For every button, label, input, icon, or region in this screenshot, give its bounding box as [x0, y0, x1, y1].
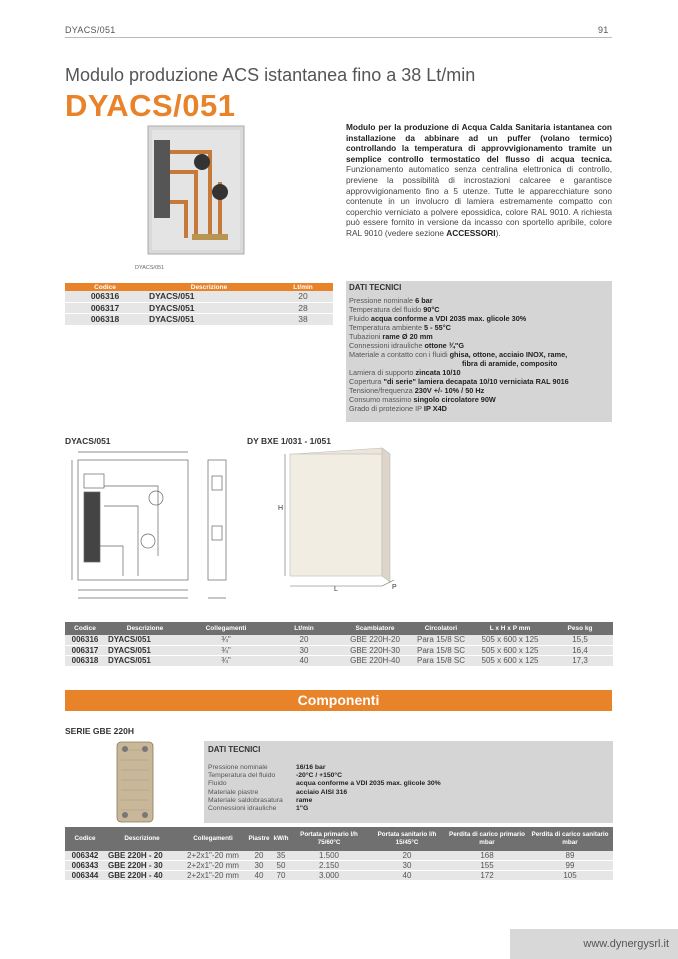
col-header: Collegamenti [179, 827, 247, 851]
tech-value: ghisa, ottone, acciaio INOX, rame, [449, 350, 568, 359]
cell: 2+2x1"-20 mm [179, 861, 247, 871]
tech-line [349, 386, 569, 395]
col-header: Lt/min [267, 622, 341, 635]
tech-label: Temperatura del fluido [208, 772, 276, 780]
tech-line [349, 395, 569, 404]
cell: 006316 [65, 635, 105, 645]
cell: 50 [271, 861, 291, 871]
cell: DYACS/051 [105, 635, 185, 645]
technical-data-panel [346, 281, 612, 422]
cell: 28 [273, 302, 333, 314]
col-header: Piastre [247, 827, 271, 851]
col-header: Portata primario l/h 75/60°C [291, 827, 367, 851]
table-header-row [65, 827, 613, 851]
tech-value: ottone ¾"G [424, 341, 464, 350]
tech-line [349, 323, 569, 332]
cell: Para 15/8 SC [409, 656, 473, 667]
tech-value: zincata 10/10 [415, 368, 461, 377]
cell: 40 [367, 871, 447, 881]
cell: 006318 [65, 314, 145, 326]
tech-label: Materiale saldobrasatura [208, 796, 283, 804]
technical-data-panel-2 [204, 741, 613, 823]
cell: 15,5 [547, 635, 613, 645]
tech-value: acqua conforme a VDI 2035 max. glicole 30% [296, 780, 441, 788]
tech-line [208, 772, 441, 780]
page-subtitle: Modulo produzione ACS istantanea fino a 38 Lt/min [65, 65, 476, 85]
table-header-row [65, 622, 613, 635]
tech-value: 90°C [423, 305, 440, 314]
tech-title: DATI TECNICI [349, 283, 402, 292]
tech-line [349, 350, 569, 359]
cell: GBE 220H-40 [341, 656, 409, 667]
running-header-title: DYACS/051 [65, 25, 116, 35]
cell: 99 [527, 861, 613, 871]
tech-label: Fluido [349, 314, 371, 323]
tech-label: Consumo massimo [349, 395, 414, 404]
cell: 168 [447, 851, 527, 861]
cell: GBE 220H-20 [341, 635, 409, 645]
photo-caption: DYACS/051 [135, 265, 165, 271]
cell: 3.000 [291, 871, 367, 881]
tech-value: singolo circolatore 90W [413, 395, 496, 404]
tech-line [208, 805, 441, 813]
drawing-label-right: DY BXE 1/031 - 1/051 [247, 436, 331, 446]
table-row [65, 645, 613, 656]
cell: 2+2x1"-20 mm [179, 871, 247, 881]
tech-line [349, 314, 569, 323]
series-title: SERIE GBE 220H [65, 726, 134, 736]
cell: 70 [271, 871, 291, 881]
cell: 006318 [65, 656, 105, 667]
components-table [65, 827, 613, 881]
tech-label: Fluido [208, 780, 227, 788]
drawing-label-left: DYACS/051 [65, 436, 111, 446]
tech-title: DATI TECNICI [208, 745, 261, 754]
cell: 20 [247, 851, 271, 861]
table-row [65, 861, 613, 871]
tech-label: Lamiera di supporto [349, 368, 416, 377]
cell: 40 [267, 656, 341, 667]
tech-value: "di serie" lamiera decapata 10/10 verniciata RAL 9016 [383, 377, 569, 386]
tech-value: IP X4D [423, 404, 447, 413]
website-link[interactable]: www.dynergysrl.it [510, 929, 678, 959]
intro-rest: Funzionamento automatico senza centralina elettronica di controllo, previene la possibilità di incrostazioni calcaree e garantisce approvvigionamento fino a 5 utenze. Tutte le apparecchiature sono contenute in un involucro di lamiera estremamente compatto con coperchio verniciato a polvere epossidica, colore RAL 9010. A richiesta può essere fornito in versione da incasso con sportello apribile, colore RAL 9010 (vedere sezione [346, 164, 612, 238]
cell: DYACS/051 [145, 302, 273, 314]
tech-line [208, 764, 441, 772]
tech-value: acqua conforme a VDI 2035 max. glicole 30% [370, 314, 527, 323]
tech-line [349, 296, 569, 305]
tech-label: Copertura [349, 377, 384, 386]
tech-label: Temperatura del fluido [349, 305, 424, 314]
cell: 20 [273, 291, 333, 302]
cell: 89 [527, 851, 613, 861]
cell: DYACS/051 [105, 656, 185, 667]
tech-line [208, 780, 441, 788]
cell: Para 15/8 SC [409, 635, 473, 645]
col-header: Perdita di carico primario mbar [447, 827, 527, 851]
tech-value: -20°C / +150°C [296, 772, 343, 780]
cell: 006316 [65, 291, 145, 302]
tech-line [208, 797, 441, 805]
table-row [65, 656, 613, 667]
col-descrizione: Descrizione [145, 283, 273, 291]
product-photo [140, 122, 246, 262]
dim-l-label: L [334, 586, 338, 593]
tech-label: Grado di protezione IP [349, 404, 424, 413]
cell: GBE 220H - 20 [105, 851, 179, 861]
col-header: Peso kg [547, 622, 613, 635]
tech-value: 230V +/- 10% / 50 Hz [414, 386, 485, 395]
header-divider [65, 37, 612, 38]
intro-end: ). [495, 227, 501, 238]
table-row [65, 314, 333, 326]
cell: 006342 [65, 851, 105, 861]
cell: 2+2x1"-20 mm [179, 851, 247, 861]
col-header: Circolatori [409, 622, 473, 635]
cell: 006344 [65, 871, 105, 881]
col-codice: Codice [65, 283, 145, 291]
cell: 2.150 [291, 861, 367, 871]
models-table [65, 622, 613, 667]
table-row [65, 302, 333, 314]
tech-label: Tubazioni [349, 332, 383, 341]
intro-bold: Modulo per la produzione di Acqua Calda Sanitaria istantanea con installazione da abbinare ad un puffer (volano termico) controllando la temperatura di approvvigionamento tramite un semplice controllo termostatico del flusso di acqua tecnica. [346, 122, 612, 164]
enclosure-drawing [272, 446, 402, 596]
codes-table [65, 283, 333, 326]
tech-label: Materiale a contatto con i fluidi [349, 350, 450, 359]
col-header: Portata sanitario l/h 15/45°C [367, 827, 447, 851]
tech-label: Connessioni idrauliche [349, 341, 425, 350]
cell: 505 x 600 x 125 [473, 656, 547, 667]
col-header: Scambiatore [341, 622, 409, 635]
tech-value: acciaio AISI 316 [296, 788, 348, 796]
col-header: L x H x P mm [473, 622, 547, 635]
col-ltmin: Lt/min [273, 283, 333, 291]
col-header: Codice [65, 622, 105, 635]
cell: 1.500 [291, 851, 367, 861]
technical-drawing [68, 446, 238, 606]
cell: 16,4 [547, 645, 613, 656]
tech-value: 6 bar [415, 296, 433, 305]
cell: GBE 220H - 40 [105, 871, 179, 881]
cell: ¾" [185, 635, 267, 645]
tech-label: Materiale piastre [208, 788, 259, 796]
cell: 30 [247, 861, 271, 871]
dim-p-label: P [392, 584, 397, 591]
cell: 30 [367, 861, 447, 871]
tech-label: Temperatura ambiente [349, 323, 425, 332]
cell: 20 [267, 635, 341, 645]
cell: ¾" [185, 645, 267, 656]
tech-value: fibra di aramide, composito [462, 359, 558, 368]
page-number: 91 [598, 25, 609, 35]
cell: ¾" [185, 656, 267, 667]
cell: 505 x 600 x 125 [473, 635, 547, 645]
cell: DYACS/051 [105, 645, 185, 656]
col-header: Descrizione [105, 622, 185, 635]
tech-value: 1"G [296, 805, 309, 813]
tech-line [208, 789, 441, 797]
table-row [65, 635, 613, 645]
cell: DYACS/051 [145, 291, 273, 302]
col-header: Collegamenti [185, 622, 267, 635]
intro-paragraph [346, 122, 612, 239]
col-header: kW/h [271, 827, 291, 851]
cell: GBE 220H - 30 [105, 861, 179, 871]
table-row [65, 871, 613, 881]
cell: 155 [447, 861, 527, 871]
tech-line [349, 404, 569, 413]
col-header: Perdita di carico sanitario mbar [527, 827, 613, 851]
tech-line [349, 359, 569, 368]
cell: 006317 [65, 645, 105, 656]
cell: 17,3 [547, 656, 613, 667]
tech-line [349, 332, 569, 341]
page-title: DYACS/051 [65, 88, 236, 123]
cell: 006343 [65, 861, 105, 871]
tech-label: Tensione/frequenza [349, 386, 415, 395]
cell: 006317 [65, 302, 145, 314]
tech-value: rame Ø 20 mm [382, 332, 433, 341]
cell: Para 15/8 SC [409, 645, 473, 656]
tech-label: Pressione nominale [349, 296, 416, 305]
tech-line [349, 377, 569, 386]
col-header: Descrizione [105, 827, 179, 851]
tech-label: Connessioni idrauliche [208, 805, 277, 813]
tech-line [349, 305, 569, 314]
table-row [65, 291, 333, 302]
cell: 30 [267, 645, 341, 656]
table-row [65, 851, 613, 861]
col-header: Codice [65, 827, 105, 851]
intro-link: ACCESSORI [446, 227, 496, 238]
tech-value: 16/16 bar [296, 764, 326, 771]
tech-value: rame [296, 796, 313, 804]
cell: 20 [367, 851, 447, 861]
cell: 35 [271, 851, 291, 861]
cell: 105 [527, 871, 613, 881]
plate-exchanger-photo [113, 740, 157, 824]
section-banner: Componenti [65, 690, 612, 711]
cell: DYACS/051 [145, 314, 273, 326]
tech-line [349, 368, 569, 377]
cell: 505 x 600 x 125 [473, 645, 547, 656]
cell: 40 [247, 871, 271, 881]
dim-h-label: H [278, 505, 284, 512]
tech-line [349, 341, 569, 350]
cell: 38 [273, 314, 333, 326]
table-header-row [65, 283, 333, 291]
tech-label: Pressione nominale [208, 764, 268, 771]
cell: 172 [447, 871, 527, 881]
tech-value: 5 - 55°C [424, 323, 451, 332]
cell: GBE 220H-30 [341, 645, 409, 656]
